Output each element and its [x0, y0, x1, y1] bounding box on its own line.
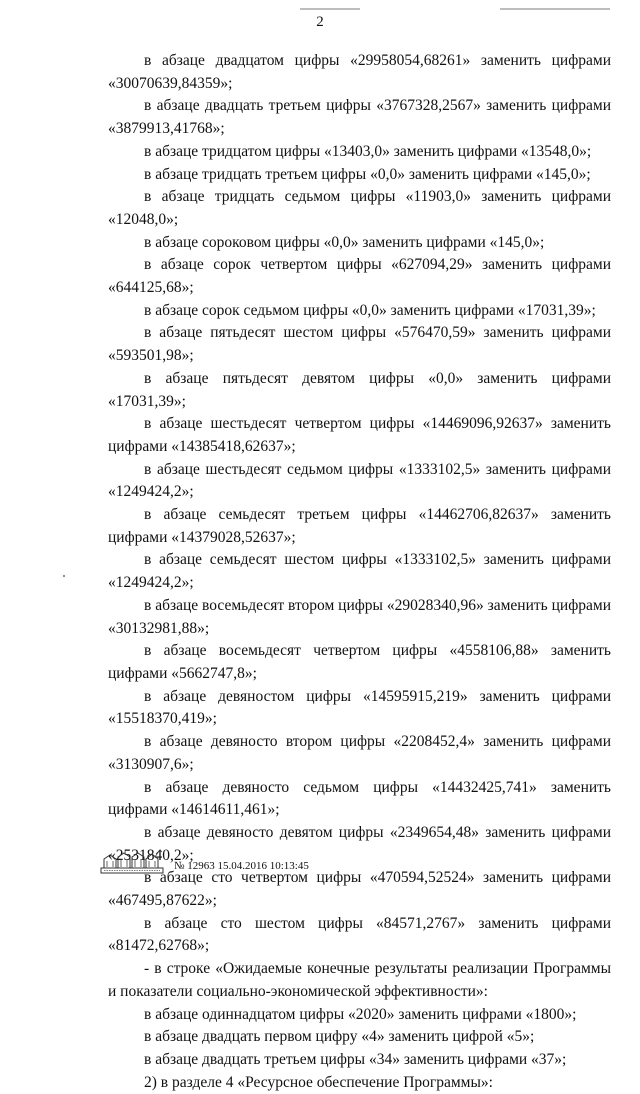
scan-artifact — [300, 8, 360, 10]
amendment-paragraph: в абзаце восемьдесят четвертом цифры «4558106,88» заменить цифрами «5662747,8»; — [108, 642, 611, 682]
scan-artifact — [500, 8, 610, 10]
amendment-paragraph: в абзаце восемьдесят втором цифры «29028340,96» заменить цифрами «30132981,88»; — [108, 596, 611, 637]
amendment-paragraph: в абзаце тридцатом цифры «13403,0» заменить цифрами «13548,0»; — [144, 142, 592, 160]
amendment-paragraph: в абзаце двадцать третьем цифры «34» заменить цифрами «37»; — [144, 1050, 567, 1068]
amendment-paragraph: 2) в разделе 4 «Ресурсное обеспечение Программы»: — [144, 1073, 493, 1091]
amendment-paragraph: в абзаце сорок четвертом цифры «627094,29» заменить цифрами «644125,68»; — [108, 256, 611, 297]
amendment-paragraph: в абзаце семьдесят шестом цифры «1333102,5» заменить цифрами «1249424,2»; — [108, 551, 611, 592]
amendment-paragraph: в абзаце семьдесят третьем цифры «14462706,82637» заменить цифрами «14379028,52637»; — [108, 506, 611, 546]
amendment-paragraph: в абзаце шестьдесят четвертом цифры «14469096,92637» заменить цифрами «14385418,62637»; — [108, 415, 611, 455]
document-registration-stamp: № 12963 15.04.2016 10:13:45 — [174, 860, 309, 872]
amendment-paragraph: в абзаце сороковом цифры «0,0» заменить цифрами «145,0»; — [144, 233, 545, 251]
amendment-paragraph: - в строке «Ожидаемые конечные результаты реализации Программы и показатели социально-экономической эффективности»: — [108, 960, 611, 1000]
amendment-paragraph: в абзаце двадцать первом цифру «4» заменить цифрой «5»; — [144, 1028, 535, 1046]
amendment-paragraph: в абзаце пятьдесят шестом цифры «576470,59» заменить цифрами «593501,98»; — [108, 324, 611, 365]
amendment-paragraph: в абзаце двадцатом цифры «29958054,68261» заменить цифрами «30070639,84359»; — [108, 52, 611, 92]
amendment-paragraph: в абзаце девяносто седьмом цифры «14432425,741» заменить цифрами «14614611,461»; — [108, 778, 611, 819]
amendment-paragraph: в абзаце девяностом цифры «14595915,219» заменить цифрами «15518370,419»; — [108, 687, 611, 728]
document-body — [108, 50, 611, 1094]
amendment-paragraph: в абзаце сто четвертом цифры «470594,52524» заменить цифрами «467495,87622»; — [108, 869, 611, 910]
amendment-paragraph: в абзаце пятьдесят девятом цифры «0,0» заменить цифрами «17031,39»; — [108, 369, 611, 410]
amendment-paragraph: в абзаце сорок седьмом цифры «0,0» заменить цифрами «17031,39»; — [144, 301, 596, 319]
amendment-paragraph: в абзаце тридцать седьмом цифры «11903,0» заменить цифрами «12048,0»; — [108, 188, 611, 228]
amendment-paragraph: в абзаце сто шестом цифры «84571,2767» заменить цифрами «81472,62768»; — [108, 914, 611, 955]
amendment-paragraph: в абзаце тридцать третьем цифры «0,0» заменить цифрами «145,0»; — [144, 165, 591, 183]
registry-building-stamp-icon — [100, 848, 164, 874]
page-number: 2 — [316, 14, 324, 30]
amendment-paragraph: в абзаце девяносто девятом цифры «2349654,48» заменить цифрами «2531840,2»; — [108, 823, 611, 864]
document-footer — [100, 848, 400, 888]
amendment-paragraph: в абзаце девяносто втором цифры «2208452,4» заменить цифрами «3130907,6»; — [108, 733, 611, 773]
margin-speck — [63, 575, 65, 577]
amendment-paragraph: в абзаце двадцать третьем цифры «3767328,2567» заменить цифрами «3879913,41768»; — [108, 97, 611, 138]
amendment-paragraph: в абзаце одиннадцатом цифры «2020» заменить цифрами «1800»; — [144, 1005, 577, 1023]
amendment-paragraph: в абзаце шестьдесят седьмом цифры «1333102,5» заменить цифрами «1249424,2»; — [108, 460, 611, 501]
